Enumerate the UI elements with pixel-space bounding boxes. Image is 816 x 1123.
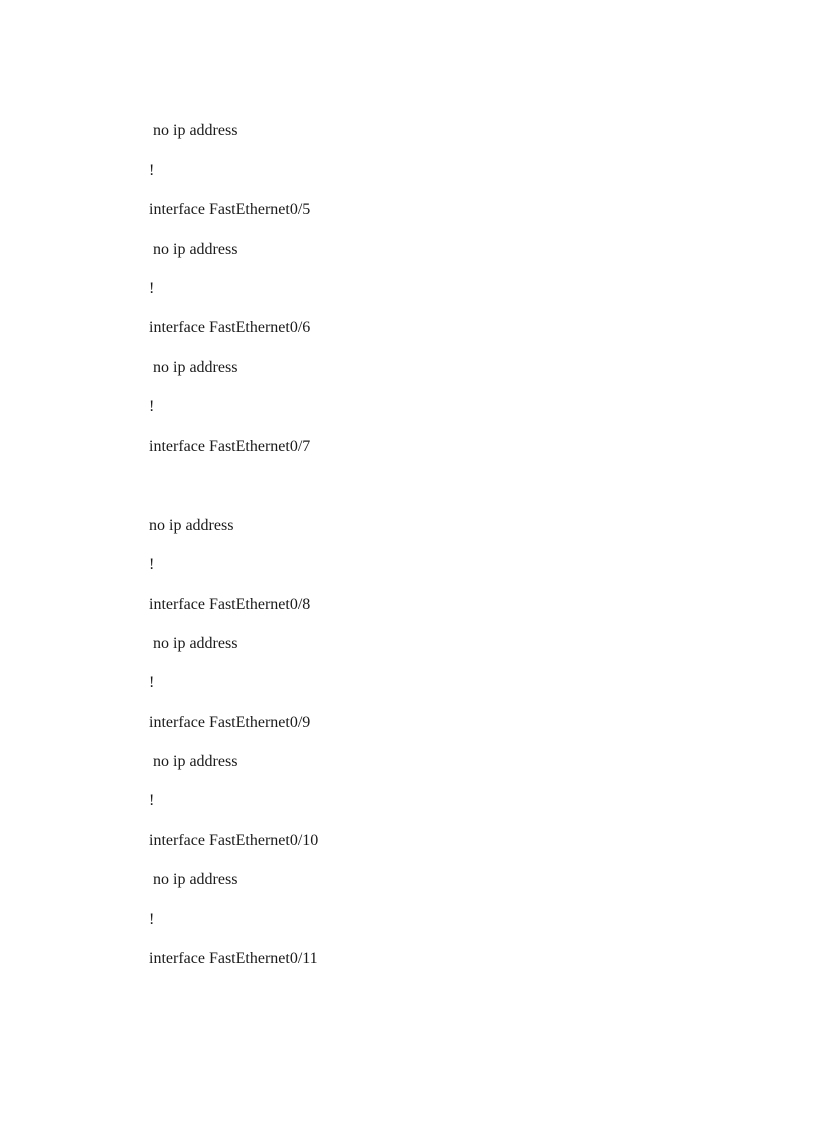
config-line: ! bbox=[149, 556, 155, 573]
config-line: interface FastEthernet0/10 bbox=[149, 832, 319, 849]
config-line: no ip address bbox=[149, 871, 238, 888]
config-line: no ip address bbox=[149, 241, 238, 258]
config-line: ! bbox=[149, 911, 155, 928]
config-line: interface FastEthernet0/8 bbox=[149, 596, 311, 613]
config-line: interface FastEthernet0/7 bbox=[149, 438, 311, 455]
config-line: no ip address bbox=[149, 122, 238, 139]
config-line: interface FastEthernet0/6 bbox=[149, 319, 311, 336]
config-line: no ip address bbox=[149, 517, 234, 534]
config-line: no ip address bbox=[149, 359, 238, 376]
config-line: no ip address bbox=[149, 753, 238, 770]
config-line: no ip address bbox=[149, 635, 238, 652]
config-line: ! bbox=[149, 674, 155, 691]
config-line: ! bbox=[149, 398, 155, 415]
config-line: interface FastEthernet0/5 bbox=[149, 201, 311, 218]
config-line: ! bbox=[149, 792, 155, 809]
config-line: ! bbox=[149, 162, 155, 179]
config-line: ! bbox=[149, 280, 155, 297]
config-line: interface FastEthernet0/9 bbox=[149, 714, 311, 731]
config-line: interface FastEthernet0/11 bbox=[149, 950, 318, 967]
